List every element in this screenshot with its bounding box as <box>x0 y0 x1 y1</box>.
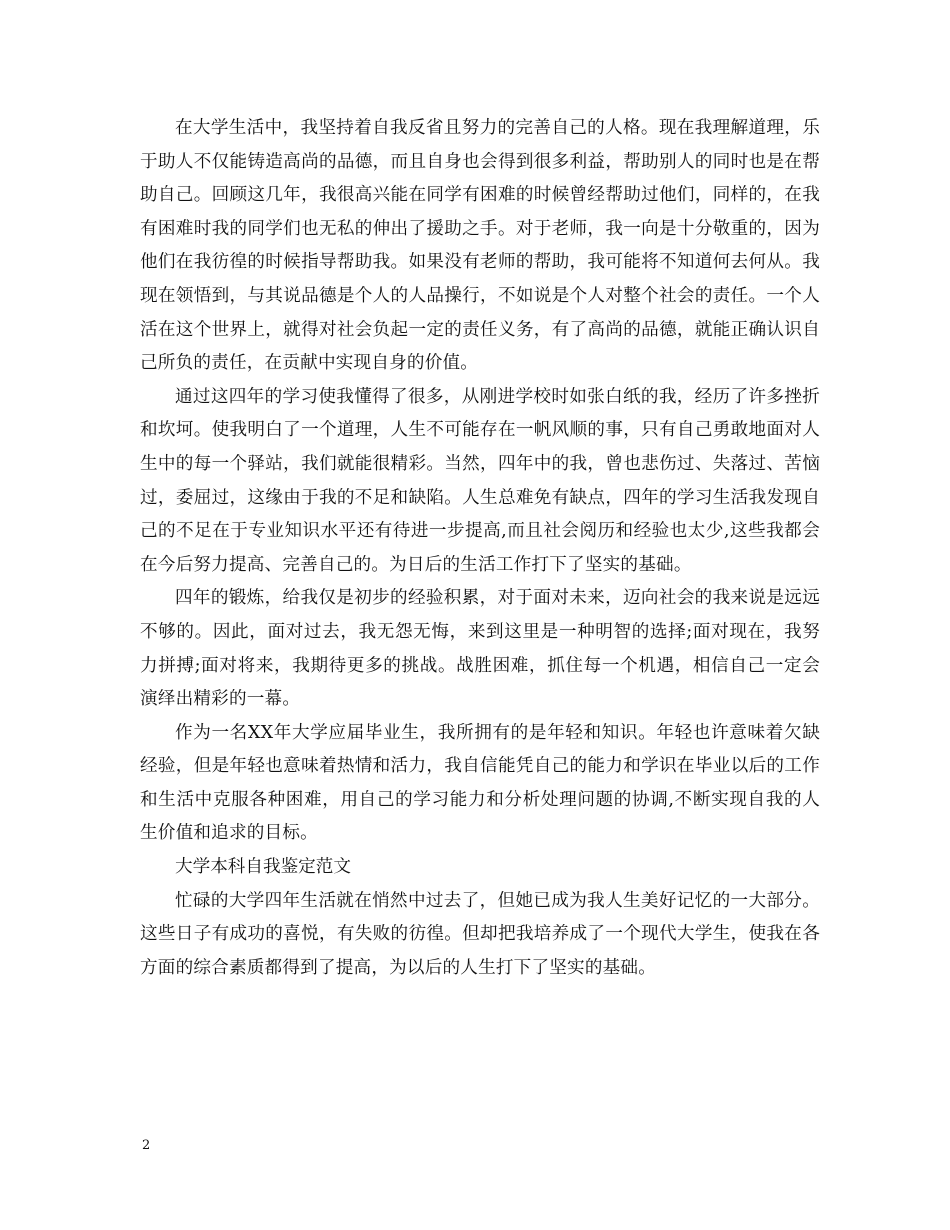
paragraph-2: 通过这四年的学习使我懂得了很多，从刚进学校时如张白纸的我，经历了许多挫折和坎坷。使我明白了一个道理，人生不可能存在一帆风顺的事，只有自己勇敢地面对人生中的每一个驿站，我们就能很精彩。当然，四年中的我，曾也悲伤过、失落过、苦恼过，委屈过，这缘由于我的不足和缺陷。人生总难免有缺点，四年的学习生活我发现自己的不足在于专业知识水平还有待进一步提高,而且社会阅历和经验也太少,这些我都会在今后努力提高、完善自己的。为日后的生活工作打下了坚实的基础。 <box>140 386 820 575</box>
document-body <box>140 112 820 985</box>
paragraph-3: 四年的锻炼，给我仅是初步的经验积累，对于面对未来，迈向社会的我来说是远远不够的。因此，面对过去，我无怨无悔，来到这里是一种明智的选择;面对现在，我努力拼搏;面对将来，我期待更多的挑战。战胜困难，抓住每一个机遇，相信自己一定会演绎出精彩的一幕。 <box>140 588 820 710</box>
section-heading: 大学本科自我鉴定范文 <box>175 857 351 878</box>
paragraph-5: 忙碌的大学四年生活就在悄然中过去了，但她已成为我人生美好记忆的一大部分。这些日子有成功的喜悦，有失败的彷徨。但却把我培养成了一个现代大学生，使我在各方面的综合素质都得到了提高，为以后的人生打下了坚实的基础。 <box>140 890 820 978</box>
page-number: 2 <box>142 1138 151 1153</box>
paragraph-4: 作为一名XX年大学应届毕业生，我所拥有的是年轻和知识。年轻也许意味着欠缺经验，但是年轻也意味着热情和活力，我自信能凭自己的能力和学识在毕业以后的工作和生活中克服各种困难，用自己的学习能力和分析处理问题的协调,不断实现自我的人生价值和追求的目标。 <box>140 722 820 844</box>
paragraph-1: 在大学生活中，我坚持着自我反省且努力的完善自己的人格。现在我理解道理，乐于助人不仅能铸造高尚的品德，而且自身也会得到很多利益，帮助别人的同时也是在帮助自己。回顾这几年，我很高兴能在同学有困难的时候曾经帮助过他们，同样的，在我有困难时我的同学们也无私的伸出了援助之手。对于老师，我一向是十分敬重的，因为他们在我彷徨的时候指导帮助我。如果没有老师的帮助，我可能将不知道何去何从。我现在领悟到，与其说品德是个人的人品操行，不如说是个人对整个社会的责任。一个人活在这个世界上，就得对社会负起一定的责任义务，有了高尚的品德，就能正确认识自己所负的责任，在贡献中实现自身的价值。 <box>140 118 820 374</box>
